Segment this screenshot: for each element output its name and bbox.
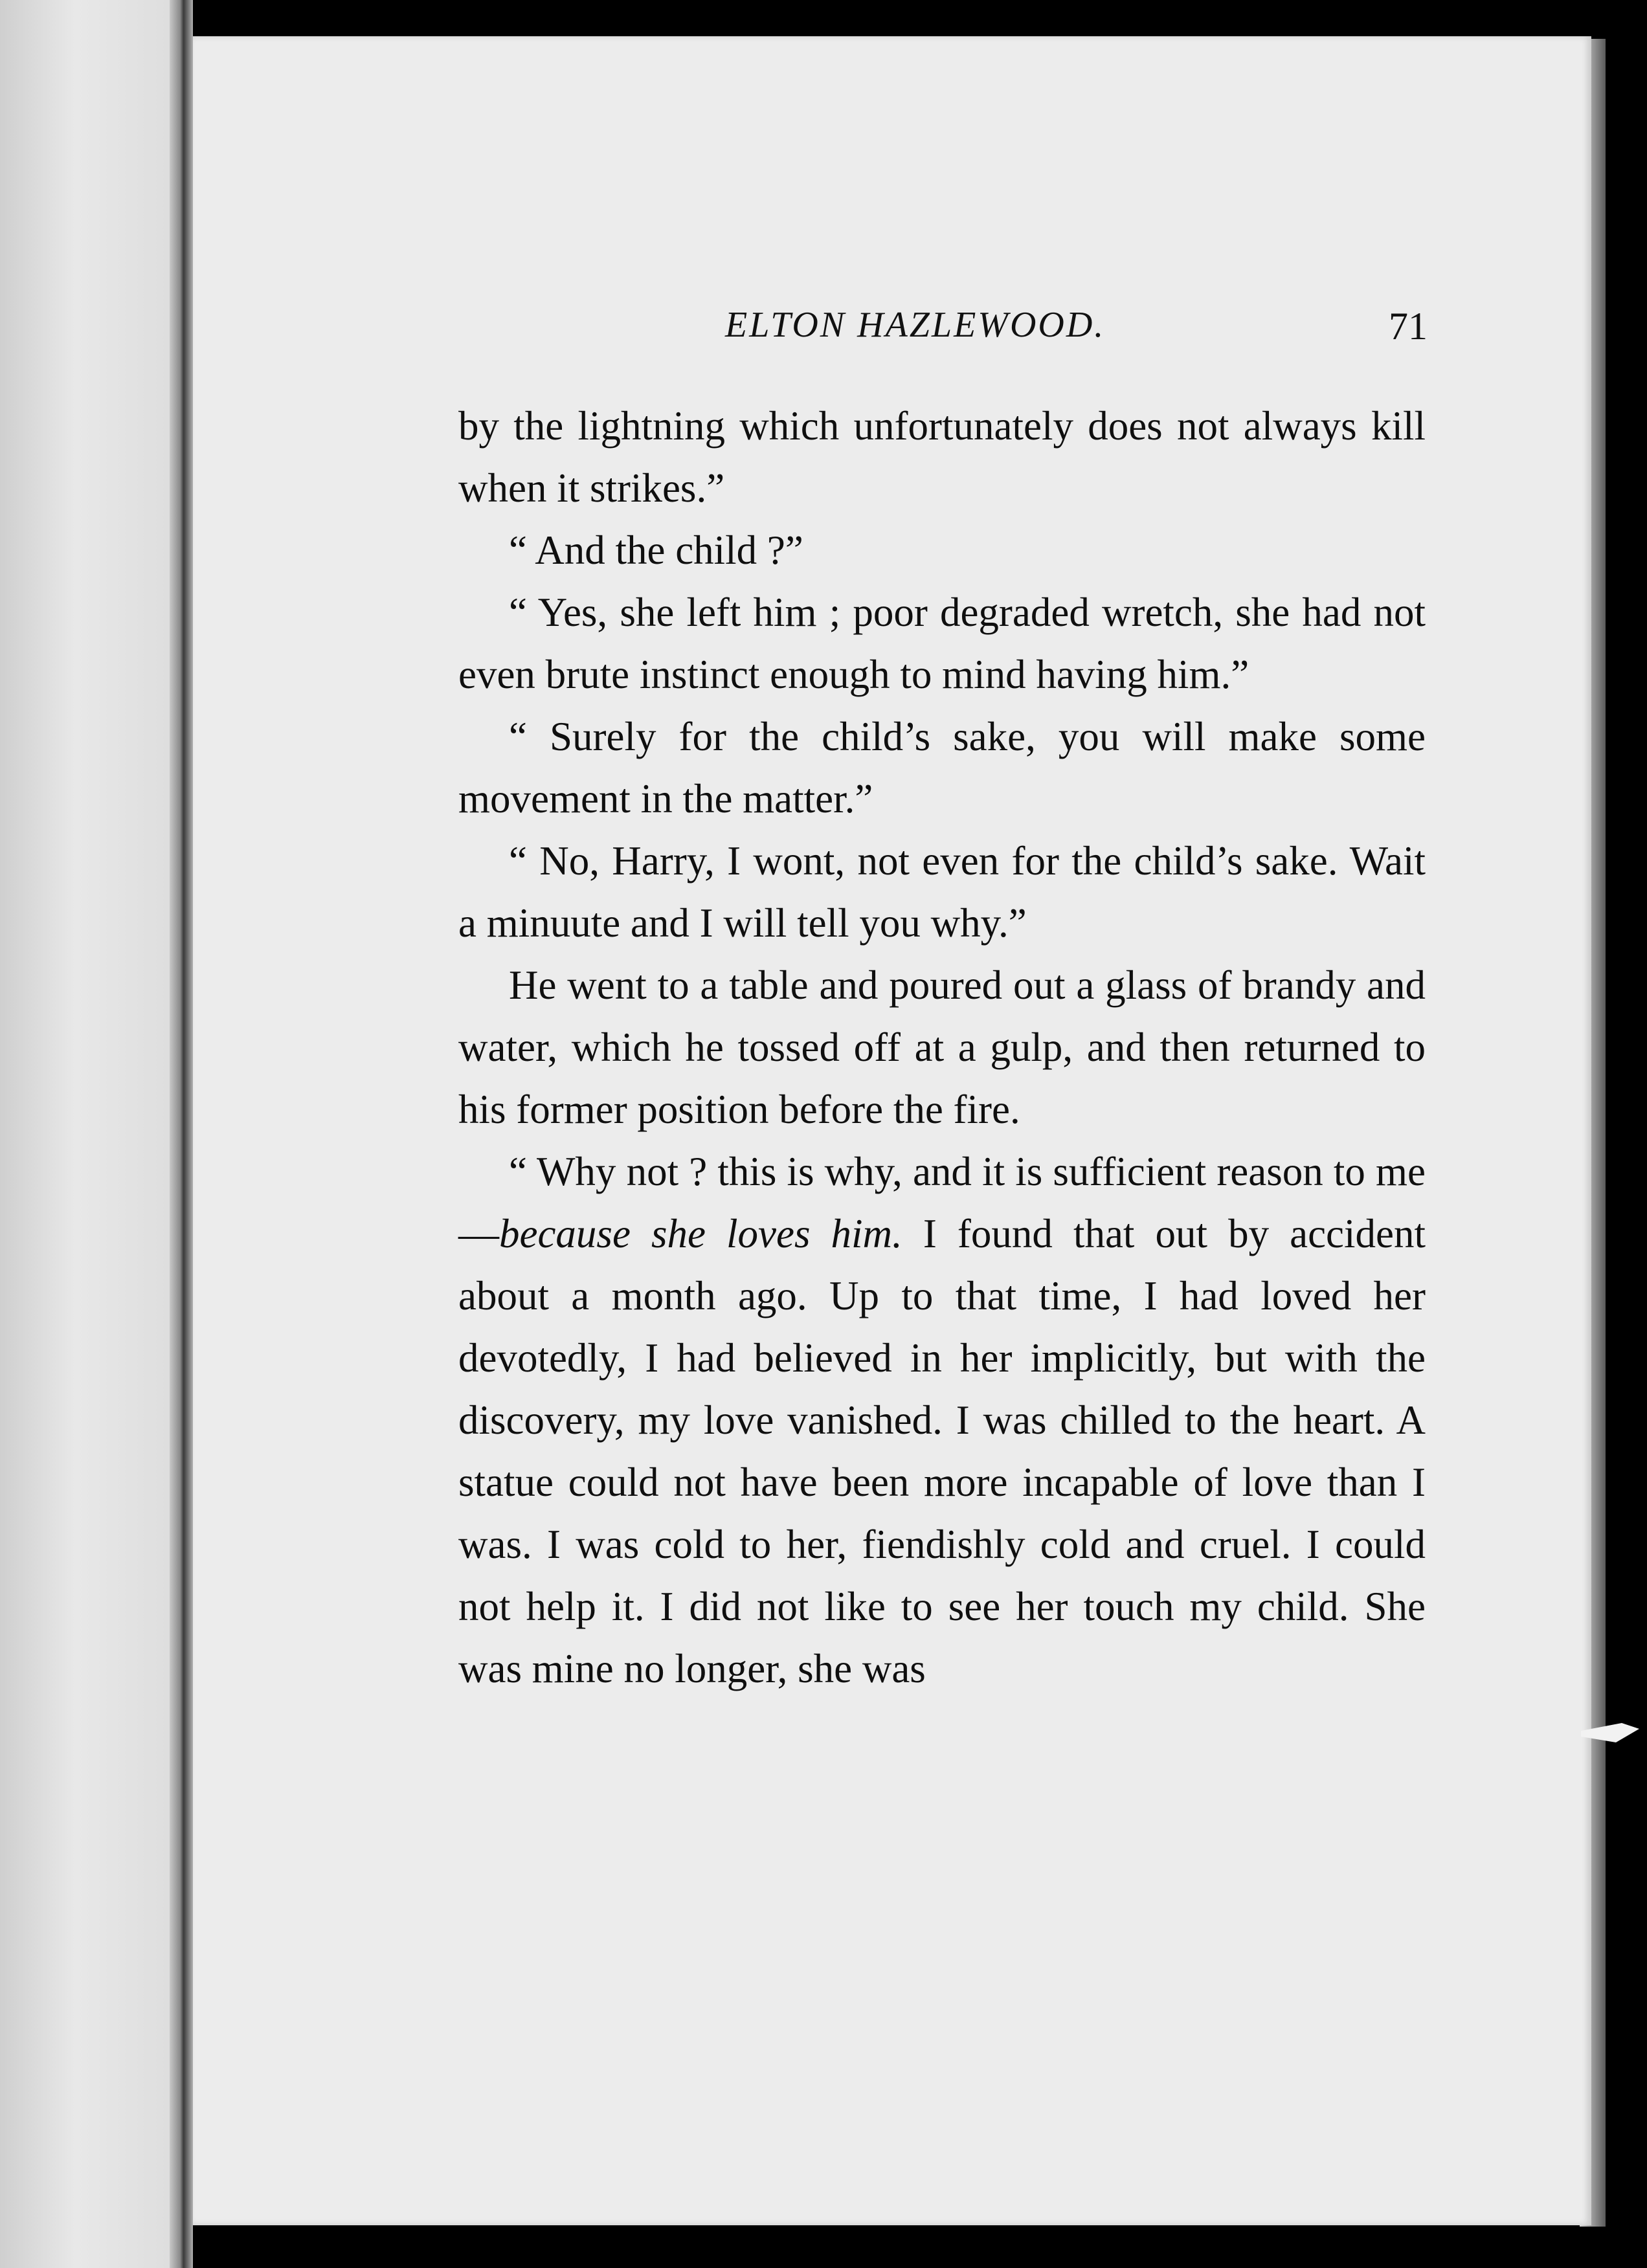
emphasized-text: because she loves him.	[499, 1211, 902, 1256]
running-head	[725, 304, 1428, 356]
paragraph: “ And the child ?”	[509, 528, 803, 573]
body-text	[458, 395, 1426, 1700]
paragraph-final	[458, 1140, 1426, 1700]
book-gutter	[170, 0, 193, 2268]
facing-page-edge	[0, 0, 188, 2268]
text-run: “ Why not ? this is why, and it is sufficient reason to me—	[458, 1149, 1426, 1256]
paragraph: “ Surely for the child’s sake, you will make some movement in the matter.”	[458, 714, 1426, 821]
paragraph: “ Yes, she left him ; poor degraded wretch, she had not even brute instinct enough to mind having him.”	[458, 590, 1426, 697]
running-title: ELTON HAZLEWOOD.	[725, 305, 1106, 345]
page-number: 71	[1389, 305, 1428, 348]
paragraph: He went to a table and poured out a glass of brandy and water, which he tossed off at a gulp, and then returned to his former position before the fire.	[458, 962, 1426, 1132]
text-run: I found that out by accident about a month ago. Up to that time, I had loved her devotedly, I had believed in her implicitly, but with the discovery, my love vanished. I was chilled to the heart. A statue could not have been more incapable of love than I was. I was cold to her, fiendishly cold and cruel. I could not help it. I did not like to see her touch my child. She was mine no longer, she was	[458, 1211, 1426, 1691]
paragraph: by the lightning which unfortunately does not always kill when it strikes.”	[458, 403, 1426, 511]
paragraph: “ No, Harry, I wont, not even for the child’s sake. Wait a minuute and I will tell you why.”	[458, 838, 1426, 946]
